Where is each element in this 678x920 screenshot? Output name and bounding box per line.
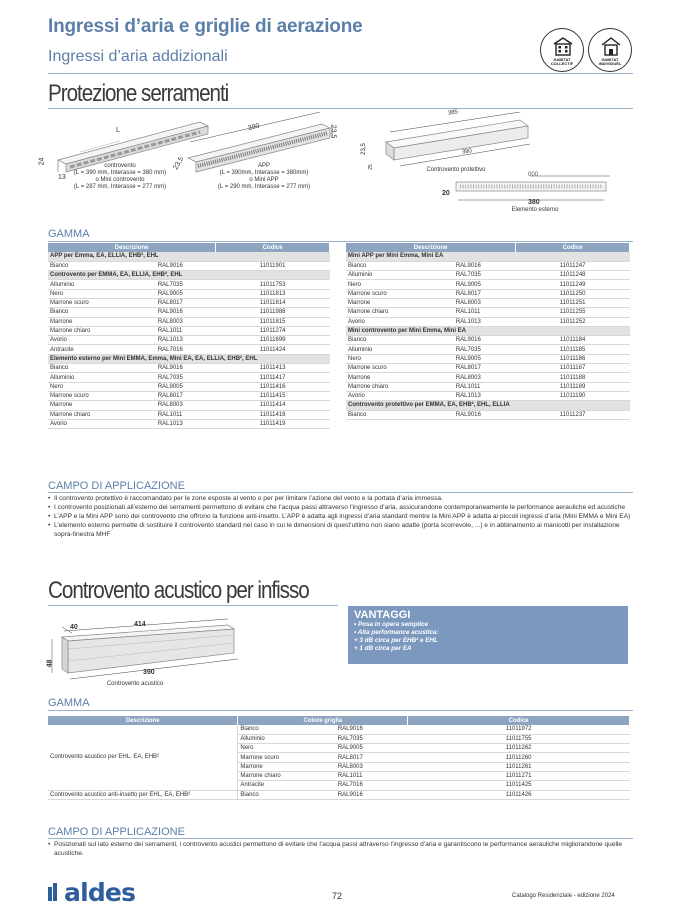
code-cell: 11011237 (516, 410, 630, 419)
code-cell: 11011189 (516, 382, 630, 391)
gamma-table-left (48, 243, 330, 429)
ral-cell: RAL1013 (156, 419, 216, 428)
controvento-acustico-drawing (48, 615, 338, 695)
code-cell: 11011424 (216, 345, 330, 354)
code-cell: 11011425 (408, 781, 630, 790)
table-row (48, 261, 330, 270)
ral-cell: RAL1011 (454, 382, 516, 391)
page-header-title: Ingressi d’aria e griglie di aerazione (48, 16, 363, 37)
dim-40-label: 40 (70, 624, 78, 631)
table-header-codice: Codice (408, 716, 630, 725)
section-divider (48, 108, 633, 109)
color-cell: Antracite (238, 781, 336, 790)
campo-bullet-list (48, 494, 633, 539)
gamma-table-right (346, 243, 630, 420)
description-cell: Marrone scuro (48, 298, 156, 307)
code-cell: 11011187 (516, 364, 630, 373)
page-number: 72 (332, 891, 343, 901)
code-cell: 11011417 (216, 373, 330, 382)
description-cell: Marrone scuro (346, 289, 454, 298)
ral-cell: RAL7035 (156, 280, 216, 289)
code-cell: 11011419 (216, 419, 330, 428)
table-row (48, 317, 330, 326)
dim-390-protettivo-label: 390 (461, 148, 473, 156)
dim-390-label: 390 (247, 122, 261, 133)
ral-cell: RAL7035 (454, 345, 516, 354)
aldes-logo: aldes (64, 878, 136, 907)
table-row (48, 252, 330, 261)
gamma-divider (48, 710, 633, 711)
ral-cell: RAL8017 (454, 364, 516, 373)
code-cell: 11011260 (408, 753, 630, 762)
code-cell: 11011186 (516, 354, 630, 363)
table-row (48, 326, 330, 335)
ral-cell: RAL9005 (454, 354, 516, 363)
table-row (48, 410, 330, 419)
bullet-item: • L’elemento esterno permette di sostituire il controvento standard nel caso in cui le dimensioni di quest’ultimo non siano adatte (porta scorrevole, ...) e in abbinamento ai manicotti per installazione sopra-finestra MHF (48, 521, 633, 539)
header-divider (48, 73, 633, 74)
table-row (346, 261, 630, 270)
table-row (346, 252, 630, 261)
table-row (346, 382, 630, 391)
ral-cell: RAL7035 (454, 271, 516, 280)
gamma-divider (48, 241, 633, 242)
code-cell: 11011252 (516, 317, 630, 326)
campo-heading: CAMPO DI APPLICAZIONE (48, 826, 185, 838)
table-row (346, 354, 630, 363)
dim-23-5-protettivo-label: 23,5 (360, 143, 367, 155)
table-row (346, 373, 630, 382)
description-cell: Avorio (48, 336, 156, 345)
ral-cell: RAL9005 (156, 289, 216, 298)
code-cell: 11011416 (216, 382, 330, 391)
campo-divider (48, 492, 633, 493)
description-cell: Alluminio (346, 271, 454, 280)
code-cell: 11011274 (216, 326, 330, 335)
code-cell: 11011190 (516, 391, 630, 400)
ral-cell: RAL8003 (156, 317, 216, 326)
code-cell: 11011418 (216, 410, 330, 419)
bullet-item: • Posizionati sul lato esterno dei serramenti, i controvento acustici permettono di evitare che l’acqua passi attraverso l’ingresso d’aria e garantiscono le performance aerauliche migliorandone quelle acustiche. (48, 840, 633, 858)
description-cell: Avorio (48, 419, 156, 428)
code-cell: 11011255 (516, 308, 630, 317)
group-heading-cell: Controvento per EMMA, EA, ELLIA, EHB², EHL (48, 271, 330, 280)
description-cell: Bianco (346, 261, 454, 270)
ral-cell: RAL9016 (156, 364, 216, 373)
table-row (346, 364, 630, 373)
ral-cell: RAL1011 (156, 326, 216, 335)
code-cell: 11011988 (216, 308, 330, 317)
ral-cell: RAL1011 (454, 308, 516, 317)
ral-cell: RAL9016 (156, 261, 216, 270)
dim-414-label: 414 (134, 621, 146, 628)
bullet-item: • L’APP e la Mini APP sono dei controvento che offrono la funzione anti-insetto. L’APP è adatta agli ingressi d’aria standard mentre la Mini APP è adatta ai piccoli ingressi d’aria (Mini EMMA e Mini EA) (48, 512, 633, 521)
table-row (346, 308, 630, 317)
table-row (48, 790, 630, 799)
group-heading-cell: Mini APP per Mini Emma, Mini EA (346, 252, 630, 261)
elemento-esterno-caption: Elemento esterno (511, 207, 559, 213)
table-header-colore-griglia: Colore griglia (238, 716, 408, 725)
code-cell: 11011901 (216, 261, 330, 270)
controvento-acustico-caption: Controvento acustico (106, 681, 164, 687)
table-row (48, 298, 330, 307)
dim-20-label: 20 (442, 190, 450, 197)
color-cell: Marrone scuro (238, 753, 336, 762)
aldes-logo-mark (48, 883, 61, 901)
gamma-heading: GAMMA (48, 228, 90, 240)
controvento-protettivo-drawing (386, 112, 530, 166)
ral-cell: RAL1013 (454, 317, 516, 326)
description-cell: Marrone (346, 373, 454, 382)
description-cell: Nero (346, 354, 454, 363)
table-row (346, 401, 630, 410)
color-cell: Bianco (238, 790, 336, 799)
color-cell: Marrone chiaro (238, 771, 336, 780)
ral-cell: RAL7035 (156, 373, 216, 382)
code-cell: 11011426 (408, 790, 630, 799)
description-cell: Bianco (346, 336, 454, 345)
description-cell: Marrone chiaro (346, 382, 454, 391)
color-cell: Alluminio (238, 734, 336, 743)
badge-label-1: HABITAT (553, 57, 571, 62)
group-heading-cell: APP per Emma, EA, ELLIA, EHB², EHL (48, 252, 330, 261)
description-cell: Nero (346, 280, 454, 289)
table-header-codice: Codice (216, 243, 330, 252)
ral-cell: RAL9016 (156, 308, 216, 317)
code-cell: 11011262 (408, 744, 630, 753)
code-cell: 11011699 (216, 336, 330, 345)
table-row (346, 289, 630, 298)
badge-label-1: HABITAT (601, 57, 619, 62)
table-row (48, 336, 330, 345)
badge-label-2: INDIVIDUEL (598, 61, 622, 66)
table-row (346, 280, 630, 289)
group-heading-cell: Elemento esterno per Mini EMMA, Emma, Mini EA, EA, ELLIA, EHB², EHL (48, 354, 330, 363)
description-cell: Marrone chiaro (346, 308, 454, 317)
code-cell: 11011188 (516, 373, 630, 382)
ral-cell: RAL8003 (336, 762, 408, 771)
vantaggi-item: • Alta performance acustica: (354, 629, 439, 636)
table-row (48, 289, 330, 298)
vantaggi-item: + 1 dB circa per EA (354, 645, 412, 652)
description-cell: Nero (48, 382, 156, 391)
table-row (48, 345, 330, 354)
table-row (48, 308, 330, 317)
table-row (48, 725, 630, 734)
description-cell: Bianco (48, 308, 156, 317)
section-divider (48, 605, 338, 606)
code-cell: 11011753 (216, 280, 330, 289)
table-header-descrizione: Descrizione (346, 243, 516, 252)
description-cell: Alluminio (48, 280, 156, 289)
code-cell: 11011250 (516, 289, 630, 298)
code-cell: 11011814 (216, 298, 330, 307)
vantaggi-item: • Posa in opera semplice (354, 621, 428, 628)
ral-cell: RAL8017 (156, 391, 216, 400)
dim-390-acustico-label: 390 (143, 669, 155, 676)
description-cell: Avorio (346, 317, 454, 326)
description-cell: Bianco (48, 364, 156, 373)
description-cell: Marrone (48, 317, 156, 326)
table-row (48, 373, 330, 382)
code-cell: 11011813 (216, 289, 330, 298)
table-header-descrizione: Descrizione (48, 243, 216, 252)
ral-cell: RAL7016 (336, 781, 408, 790)
bullet-item: • I controvento posizionati all’esterno dei serramenti permettono di evitare che l’acqua passi attraverso l’ingresso d’aria, assicurandone contemporaneamente le performance aerauliche ed acustiche (48, 503, 633, 512)
house-icon (600, 36, 622, 56)
dim-380-label: 380 (528, 199, 540, 206)
gamma-heading: GAMMA (48, 697, 90, 709)
group-heading-cell: Controvento protettivo per EMMA, EA, EHB², EHL, ELLIA (346, 401, 630, 410)
table-row (48, 419, 330, 428)
ral-cell: RAL8003 (156, 401, 216, 410)
color-cell: Bianco (238, 725, 336, 734)
code-cell: 11011271 (408, 771, 630, 780)
description-cell: Controvento acustico per EHL, EA, EHB² (48, 725, 238, 790)
ral-cell: RAL1013 (454, 391, 516, 400)
dim-23-5-depth-label: 23,5 (172, 155, 186, 172)
code-cell: 11011248 (516, 271, 630, 280)
ral-cell: RAL8017 (156, 298, 216, 307)
description-cell: Bianco (48, 261, 156, 270)
ral-cell: RAL9016 (336, 725, 408, 734)
description-cell: Marrone (48, 401, 156, 410)
table-row (346, 271, 630, 280)
code-cell: 11011185 (516, 345, 630, 354)
description-cell: Marrone (346, 298, 454, 307)
code-cell: 11011414 (216, 401, 330, 410)
description-cell: Marrone scuro (346, 364, 454, 373)
description-cell: Alluminio (48, 373, 156, 382)
ral-cell: RAL1013 (156, 336, 216, 345)
table-row (48, 271, 330, 280)
table-header-codice: Codice (516, 243, 630, 252)
vantaggi-title: VANTAGGI (354, 609, 411, 621)
ral-cell: RAL1011 (336, 771, 408, 780)
table-header-descrizione: Descrizione (48, 716, 238, 725)
dim-48-label: 48 (46, 659, 54, 668)
description-cell: Controvento acustico anti-insetto per EHL, EA, EHB² (48, 790, 238, 799)
table-row (346, 336, 630, 345)
table-row (346, 317, 630, 326)
ral-cell: RAL8017 (336, 753, 408, 762)
apartment-building-icon (552, 36, 574, 56)
vantaggi-box (348, 606, 628, 664)
table-row (346, 410, 630, 419)
code-cell: 11011755 (408, 734, 630, 743)
vantaggi-item: + 3 dB circa per EHB² e EHL (354, 637, 438, 644)
description-cell: Bianco (346, 410, 454, 419)
page-header-subtitle: Ingressi d’aria addizionali (48, 48, 228, 65)
controvento-protettivo-caption: Controvento protettivo (426, 167, 486, 173)
description-cell: Antracite (48, 345, 156, 354)
campo-divider (48, 838, 633, 839)
habitat-individuel-badge (588, 28, 632, 72)
code-cell: 11011251 (516, 298, 630, 307)
bullet-item: • Il controvento protettivo è raccomandato per le zone esposte al vento o per per limitare l’azione del vento e la portata d’aria immessa. (48, 494, 633, 503)
gamma-table-acustico (48, 716, 630, 800)
description-cell: Nero (48, 289, 156, 298)
section-title-controvento-acustico: Controvento acustico per infisso (48, 577, 309, 604)
table-row (346, 298, 630, 307)
code-cell: 11011972 (408, 725, 630, 734)
table-row (48, 354, 330, 363)
dim-385-label: 385 (447, 109, 459, 117)
table-row (48, 364, 330, 373)
ral-cell: RAL1011 (156, 410, 216, 419)
campo-heading: CAMPO DI APPLICAZIONE (48, 480, 185, 492)
dim-25-label: 25 (367, 164, 374, 170)
dim-13-label: 13 (58, 174, 66, 181)
controvento-caption: controvento (L = 390 mm, Interasse = 380 mm) o Mini controvento (L = 287 mm, Interasse = 277 mm) (73, 163, 167, 190)
ral-cell: RAL8003 (454, 298, 516, 307)
ral-cell: RAL9016 (454, 410, 516, 419)
code-cell: 11011415 (216, 391, 330, 400)
dim-24-label: 24 (38, 157, 46, 166)
catalog-edition: Catalogo Residenziale - edizione 2024 (512, 893, 615, 899)
ral-cell: RAL9016 (336, 790, 408, 799)
ral-cell: RAL9005 (454, 280, 516, 289)
ral-cell: RAL9016 (454, 261, 516, 270)
table-row (48, 382, 330, 391)
description-cell: Avorio (346, 391, 454, 400)
code-cell: 11011413 (216, 364, 330, 373)
description-cell: Alluminio (346, 345, 454, 354)
color-cell: Nero (238, 744, 336, 753)
table-row (48, 391, 330, 400)
habitat-collectif-badge (540, 28, 584, 72)
table-row (346, 326, 630, 335)
table-row (48, 280, 330, 289)
section-title-protezione: Protezione serramenti (48, 80, 229, 107)
ral-cell: RAL7016 (156, 345, 216, 354)
color-cell: Marrone (238, 762, 336, 771)
ral-cell: RAL8003 (454, 373, 516, 382)
campo-bullet-list (48, 840, 633, 858)
badge-label-2: COLLECTIF (550, 61, 574, 66)
ral-cell: RAL8017 (454, 289, 516, 298)
ral-cell: RAL9005 (156, 382, 216, 391)
dim-23-5-label: 23,5 (329, 124, 337, 139)
ral-cell: RAL7035 (336, 734, 408, 743)
description-cell: Marrone chiaro (48, 410, 156, 419)
group-heading-cell: Mini controvento per Mini Emma, Mini EA (346, 326, 630, 335)
code-cell: 11011249 (516, 280, 630, 289)
table-row (48, 401, 330, 410)
dim-l-label: L (116, 127, 120, 134)
code-cell: 11011815 (216, 317, 330, 326)
table-row (346, 345, 630, 354)
code-cell: 11011184 (516, 336, 630, 345)
dim-000-label: 000 (528, 172, 539, 178)
ral-cell: RAL9005 (336, 744, 408, 753)
description-cell: Marrone scuro (48, 391, 156, 400)
elemento-esterno-drawing (456, 176, 610, 200)
code-cell: 11011261 (408, 762, 630, 771)
ral-cell: RAL9016 (454, 336, 516, 345)
code-cell: 11011247 (516, 261, 630, 270)
app-caption: APP (L = 390mm, Interasse = 380mm) o Mini APP (L = 290 mm, Interasse = 277 mm) (217, 163, 311, 190)
table-row (346, 391, 630, 400)
description-cell: Marrone chiaro (48, 326, 156, 335)
